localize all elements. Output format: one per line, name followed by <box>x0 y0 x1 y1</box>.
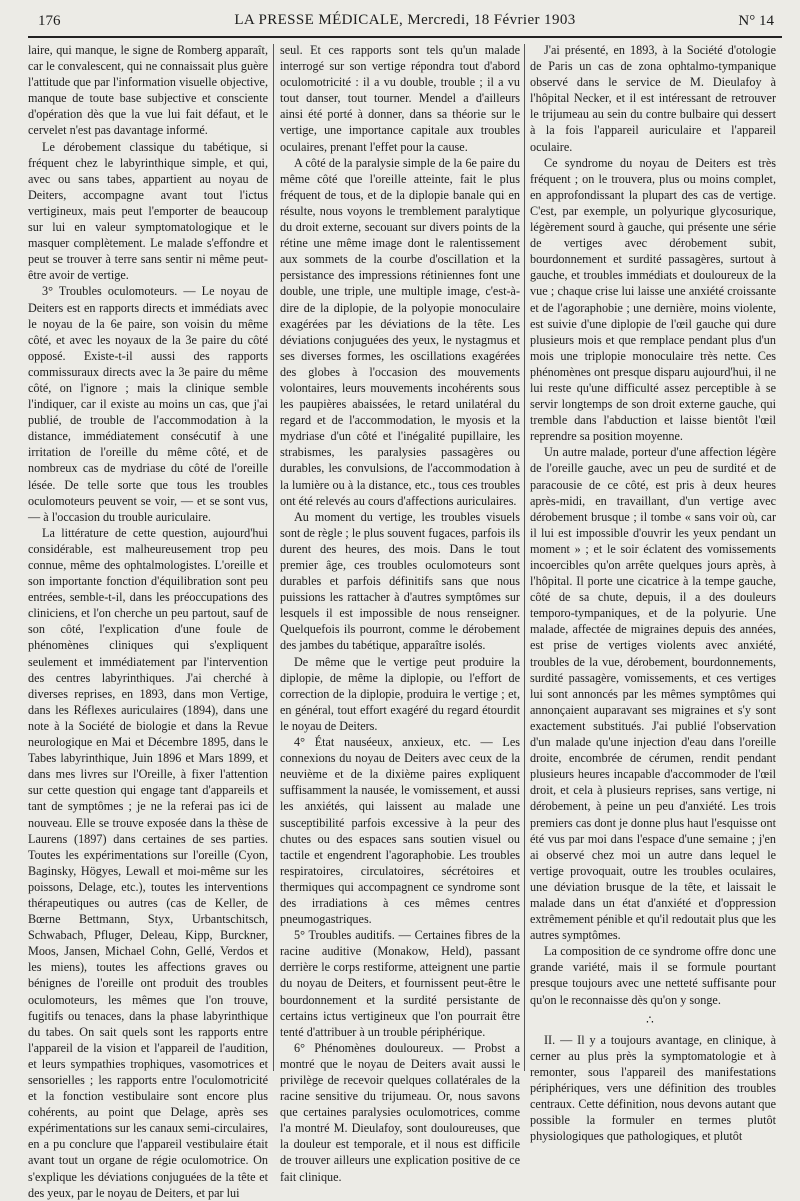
paragraph: La composition de ce syndrome offre donc une grande variété, mais il se formule pourtant presque toujours avec une netteté suffisante pour qu'on le reconnaisse dès qu'on y songe. <box>530 944 776 1007</box>
column-middle <box>280 42 520 1184</box>
paragraph: La littérature de cette question, aujourd'hui considérable, est malheureusement trop peu connue, même des ophtalmologistes. L'oreille et son importante fonction d'équilibration sont peu entrées, semble-t-il, dans les préoccupations des cliniciens, et l'on cherche un peu partout, sauf de son côté, l'explication d'une foule de phénomènes cliniques qui s'expliquent seulement et immédiatement par l'intervention des centres labyrinthiques. J'ai cherché à diverses reprises, en 1893, dans mon Vertige, dans les Réflexes auriculaires (1894), dans une note à la Société de biologie et dans la Revue neurologique en Mai et Décembre 1895, dans le Tabes labyrinthique, Juin 1896 et Mars 1899, et dans mes livres sur l'Oreille, à fixer l'attention sur cette question qui engage tant d'appareils et tant de symptômes ; je ne la referai pas ici de nouveau. Elle se trouve exposée dans la thèse de Laurens (1897) dans certaines de ses parties. Toutes les expérimentations sur l'oreille (Cyon, Baginsky, Högyes, Lewall et moi-même sur les poissons, Delage, etc.), toutes les interventions thérapeutiques ou autres (cas de Keller, de Bœrne Bettmann, Styx, Urbantschitsch, Schwabach, Pfluger, Deleau, Kipp, Burckner, Moos, Jansen, Michael Cohn, Gellé, Verdos et les miens), toutes les affections graves ou bénignes de l'oreille ont produit des troubles oculomoteurs, les mêmes que l'on trouve, fugitifs ou tenaces, dans la phase labyrinthique du tabes. On sait quels sont les rapports entre l'appareil de la vision et l'appareil de l'audition, et leurs sympathies trophiques, vasomotrices et sensorielles ; les rapports entre l'oculomotricité et la fonction vestibulaire sont encore plus cohérents, au point que Delage, après ses expérimentations sur les canaux semi-circulaires, en a pu conclure que l'appareil vestibulaire était avant tout un organe de régie oculomotrice. On s'explique les déviations conjuguées de la tête et des yeux, par le noyau de Deiters, et par lui <box>28 525 268 1200</box>
column-left <box>28 42 268 1200</box>
paragraph: 3° Troubles oculomoteurs. — Le noyau de Deiters est en rapports directs et immédiats avec le noyau de la 6e paire, son voisin du même côté, et avec les noyaux de la 3e paire du côté opposé. Existe-t-il aussi des rapports commissuraux directs avec la 3e paire du même côté, on l'ignore ; mais la clinique semble l'indiquer, car il existe au moins un cas, que j'ai publié, de trouble de l'accommodation à la distance, immédiatement consécutif à une irritation de l'oreille du même côté, et de nombreux cas de mydriase du côté de l'oreille lésée. De telle sorte que tous les troubles oculomoteurs peuvent se voir, — et se sont vus, — à l'occasion du trouble auriculaire. <box>28 284 268 524</box>
section-ornament: ∴ <box>646 1012 660 1027</box>
paragraph: 4° État nauséeux, anxieux, etc. — Les connexions du noyau de Deiters avec ceux de la neuvième et de la dixième paires expliquent suffisamment la nausée, le vomissement, et aussi les anxiétés, qui laissent au malade une susceptibilité parfois excessive à la peur des chutes ou des espaces sans soutien visuel ou tactile et engendrent l'agoraphobie. Les troubles respiratoires, circulatoires, sécrétoires et thermiques qui accompagnent ce syndrome sont des irradiations à ces mêmes centres pneumogastriques. <box>280 735 520 927</box>
running-head-title: LA PRESSE MÉDICALE, Mercredi, 18 Février 1903 <box>234 12 576 28</box>
paragraph: De même que le vertige peut produire la diplopie, de même la diplopie, ou l'effort de correction de la diplopie, produira le vertige ; et, en général, tout effort exagéré du regard étourdit le noyau de Deiters. <box>280 654 520 733</box>
column-rule <box>524 44 525 1071</box>
paragraph: A côté de la paralysie simple de la 6e paire du même côté que l'oreille atteinte, fait le plus fréquent de tous, et de la diplopie banale qui en résulte, nous voyons le tremblement paralytique du droit externe, secouant sur divers points de la rétine une même image dont le ralentissement aux sommets de la courbe d'oscillation et la persistance des impressions rétiniennes font une double, une triple, une multiple image, c'est-à-dire de la diplopie, de la polyopie monoculaire exagérées par les déviations de la tête. Les déviations conjuguées des yeux, le nystagmus et ses diverses formes, les oscillations exagérées des globes à l'occasion des mouvements volontaires, leurs mouvements incohérents sous les paupières abaissées, le retard unilatéral du regard et de l'accommodation, le myosis et la mydriase d'un côté et l'inégalité pupillaire, les strabismes, les paralysies passagères ou durables, les convulsions, de l'accommodation à la lumière ou à la distance, etc., tous ces troubles ont été relevés au cours d'affections auriculaires. <box>280 155 520 508</box>
paragraph: Un autre malade, porteur d'une affection légère de l'oreille gauche, avec un peu de surdité et de paracousie de ce côté, est pris à deux heures après-midi, en travaillant, d'un vertige avec dérobement brusque ; il tombe « sans voir où, car il lui est impossible d'ouvrir les yeux pendant un moment » ; et le soir éclatent des vomissements incoercibles qu'on arrête quelques jours après, à l'hôpital. Il porte une cicatrice à la tempe gauche, côté de sa chute, depuis, il a des douleurs temporo-tympaniques, et de la polyurie. Une malade, affectée de migraines depuis des années, est prise de vertiges violents avec anxiété, troubles de la vue, dérobement, bourdonnements, surdité passagère, vomissements, et ces vertiges lui sont annoncés par les mêmes symptômes qui annonçaient auparavant ses migraines et s'y sont exactement substitués. J'ai publié l'observation d'un malade qu'une injection d'eau dans l'oreille droite, encombrée de cérumen, rendit pendant plusieurs heures incapable d'accommoder de l'œil droit, et cela à plusieurs reprises, sans vertige, ni dérobement, à peine un peu d'anxiété. Les trois premiers cas dont je donne plus haut l'esquisse ont été vus par moi dans l'espace d'une semaine ; j'en ai observé chez moi un autre dans lequel le vertige provoquait, outre les troubles oculaires, une déviation brusque de la tête, et laissait le malade dans un état d'anxiété et d'oppression extrêmement pénible et qu'il redoutait plus que les autres symptômes. <box>530 445 776 943</box>
column-right <box>530 42 776 1144</box>
running-header <box>28 6 782 38</box>
paragraph: 5° Troubles auditifs. — Certaines fibres de la racine auditive (Monakow, Held), passant derrière le corps restiforme, atteignent une partie du noyau de Deiters, et fournissent peut-être le bourdonnement et la surdité persistante de certains ictus vertigineux que l'on pourrait être tenté d'attribuer à un trouble périphérique. <box>280 928 520 1039</box>
paragraph: 6° Phénomènes douloureux. — Probst a montré que le noyau de Deiters avait aussi le privilège de recevoir quelques collatérales de la racine sensitive du trijumeau. Or, nous savons que certaines paralysies oculomotrices, comme l'a montré M. Dieulafoy, sont douloureuses, que la douleur est temporale, et il nous est difficile de trouver ailleurs une explication positive de ce fait clinique. <box>280 1040 520 1184</box>
paragraph: seul. Et ces rapports sont tels qu'un malade interrogé sur son vertige répondra tout d'abord oculomotricité : il a vu double, trouble ; il a vu tout danser, tout tourner. Mendel a d'ailleurs ainsi été porté à donner, dans sa théorie sur le vertige, une importance capitale aux troubles oculaires, prenant l'effet pour la cause. <box>280 43 520 154</box>
paragraph: Au moment du vertige, les troubles visuels sont de règle ; le plus souvent fugaces, parfois ils durent des heures, des mois. Dans le tout premier âge, ces troubles oculomoteurs sont durables et parfois définitifs sans que nous puissions les rattacher à d'autres symptômes sur lesquels il est impossible de nous renseigner. Quelquefois ils pourront, comme le dérobement des jambes du tabétique, apparaître isolés. <box>280 509 520 653</box>
paragraph: Ce syndrome du noyau de Deiters est très fréquent ; on le trouvera, plus ou moins complet, en approfondissant la plupart des cas de vertige. C'est, par exemple, un polyurique glycosurique, légèrement sourd à gauche, qui présente une série de vertiges avec dérobement subit, bourdonnement et surdité passagères, surtout à gauche, et troubles immédiats et douloureux de la vue ; chaque crise lui laisse une anxiété croissante et de l'agoraphobie ; une dernière, moins violente, est suivie d'une diplopie de l'œil gauche qui dure plusieurs mois et que remplace pendant plus d'un mois une triplopie monoculaire très nette. Ces phénomènes ont presque disparu aujourd'hui, il ne lui reste qu'une difficulté assez perceptible à se servir longtemps de son droit externe gauche, qui tremble dans l'abduction et laisse bientôt l'œil reprendre sa position moyenne. <box>530 155 776 444</box>
column-rule <box>273 44 274 1071</box>
paragraph: Le dérobement classique du tabétique, si fréquent chez le labyrinthique simple, et qui, avec ou sans tabes, appartient au noyau de Deiters, accompagne avant tout l'ictus vertigineux, mais peut l'emporter de beaucoup sur lui en valeur symptomatologique et le masquer complètement. Le malade s'effondre et peut se trouver à terre sans sentir ni même peut-être avoir de vertige. <box>28 139 268 283</box>
page-number: 176 <box>38 13 61 29</box>
paragraph: II. — Il y a toujours avantage, en clinique, à cerner au plus près la symptomatologie et à remonter, sous l'appareil des manifestations périphériques, vers une définition des troubles centraux. Cette définition, nous devons autant que possible la formuler en termes plutôt physiologiques que pathologiques, et plutôt <box>530 1032 776 1144</box>
paragraph: J'ai présenté, en 1893, à la Société d'otologie de Paris un cas de zona ophtalmo-tympanique observé dans le service de M. Dieulafoy à l'hôpital Necker, et il est intéressant de retrouver le trijumeau au sein du contre bulbaire qui dessert à la fois l'appareil auriculaire et l'appareil oculaire. <box>530 43 776 154</box>
paragraph: laire, qui manque, le signe de Romberg apparaît, car le convalescent, qui ne connaissait plus guère l'attitude que par l'information visuelle objective, manque de toute base subjective et consciente d'opération dès que la vue lui fait défaut, et le cervelet n'est pas davantage informé. <box>28 43 268 138</box>
issue-number: N° 14 <box>738 13 774 29</box>
